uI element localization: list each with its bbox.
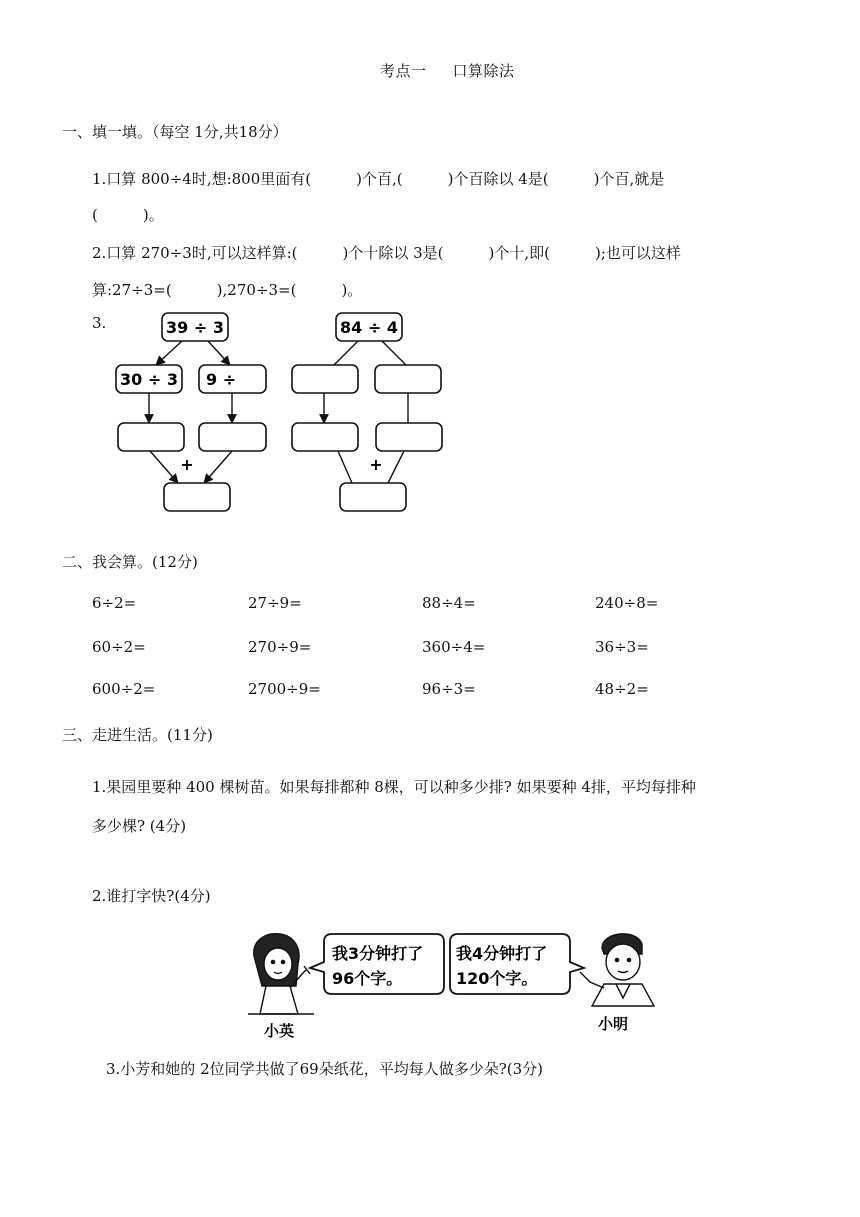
title-part1: 考点一	[380, 62, 427, 80]
calc-item: 88÷4=	[422, 594, 476, 612]
right-box-c	[292, 423, 358, 451]
calc-item: 360÷4=	[422, 638, 486, 656]
calc-item: 600÷2=	[92, 680, 156, 698]
boy-figure	[580, 934, 654, 1006]
bubble-right-line1: 我4分钟打了	[456, 944, 548, 963]
s3-q3: 3.小芳和她的 2位同学共做了69朵纸花，平均每人做多少朵?(3分)	[106, 1060, 544, 1078]
section2-heading: 二、我会算。(12分)	[62, 553, 198, 571]
calc-item: 2700÷9=	[248, 680, 321, 698]
bubble-right-line2: 120个字。	[456, 969, 538, 988]
bubble-left-line2: 96个字。	[332, 969, 403, 988]
left-box-c	[118, 423, 184, 451]
decomposition-diagram	[108, 306, 453, 516]
name-left: 小英	[264, 1022, 295, 1040]
right-box-b	[375, 365, 441, 393]
right-plus: +	[369, 455, 383, 474]
left-top-label: 39 ÷ 3	[166, 318, 224, 337]
s1-q2-line2: 算:27÷3=( ),270÷3=( )。	[92, 281, 363, 299]
right-top-label: 84 ÷ 4	[340, 318, 398, 337]
bubble-left	[310, 934, 444, 994]
s3-q2: 2.谁打字快?(4分)	[92, 887, 211, 905]
s3-q1-line1: 1.果园里要种 400 棵树苗。如果每排都种 8棵，可以种多少排? 如果要种 4排，平均每排种	[92, 778, 696, 796]
girl-figure	[248, 934, 314, 1014]
s3-q1-line2: 多少棵? (4分)	[92, 817, 187, 835]
s1-q2-line1: 2.口算 270÷3时,可以这样算:( )个十除以 3是( )个十,即( );也可以这样	[92, 244, 681, 262]
section1-heading: 一、填一填。（每空 1分,共18分）	[62, 123, 288, 141]
calc-item: 96÷3=	[422, 680, 476, 698]
right-diagram	[292, 313, 442, 511]
s1-q1-line2: ( )。	[92, 206, 164, 224]
s1-q3-label: 3.	[92, 314, 107, 332]
typing-speed-illustration	[240, 922, 665, 1044]
left-diagram	[116, 313, 266, 511]
bubble-right	[450, 934, 584, 994]
calc-item: 36÷3=	[595, 638, 649, 656]
left-box-a-label: 30 ÷ 3	[120, 370, 178, 389]
calc-item: 6÷2=	[92, 594, 137, 612]
calc-item: 240÷8=	[595, 594, 659, 612]
s1-q1-line1: 1.口算 800÷4时,想:800里面有( )个百,( )个百除以 4是( )个百,就是	[92, 170, 665, 188]
right-result-box	[340, 483, 406, 511]
name-right: 小明	[598, 1015, 629, 1033]
left-box-d	[199, 423, 266, 451]
calc-item: 60÷2=	[92, 638, 146, 656]
title-part2: 口算除法	[452, 62, 515, 80]
right-box-d	[376, 423, 442, 451]
left-result-box	[164, 483, 230, 511]
section3-heading: 三、走进生活。(11分)	[62, 726, 213, 744]
calc-item: 270÷9=	[248, 638, 312, 656]
bubble-left-line1: 我3分钟打了	[332, 944, 424, 963]
calc-item: 48÷2=	[595, 680, 649, 698]
left-plus: +	[180, 455, 194, 474]
page-title	[380, 60, 515, 81]
calc-item: 27÷9=	[248, 594, 302, 612]
right-box-a	[292, 365, 358, 393]
left-box-b-label: 9 ÷	[206, 370, 237, 389]
